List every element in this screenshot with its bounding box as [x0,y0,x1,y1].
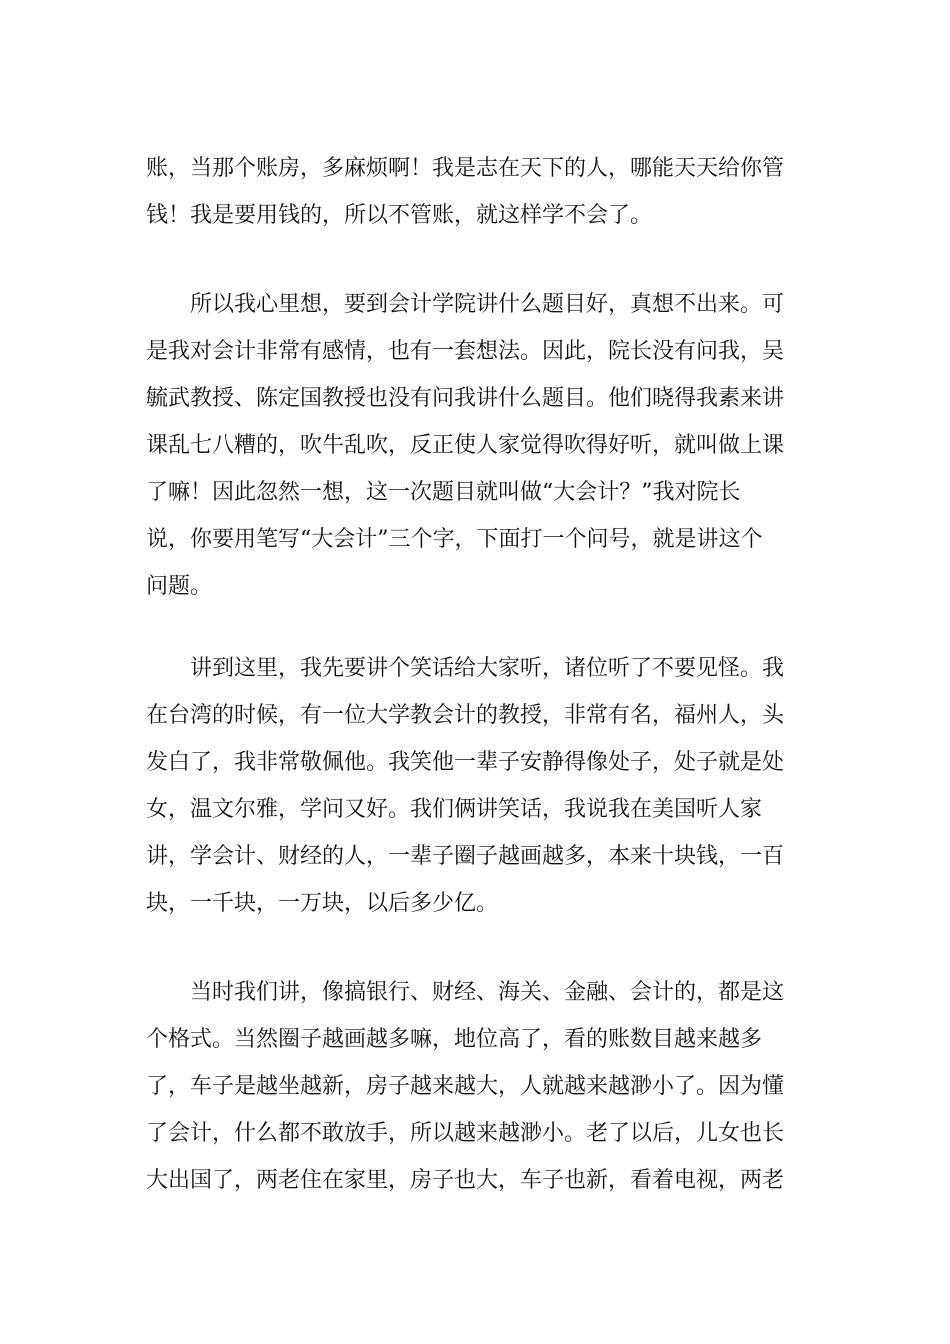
text-line: 在台湾的时候，有一位大学教会计的教授，非常有名，福州人，头 [146,703,785,728]
text-line: 了会计，什么都不敢放手，所以越来越渺小。老了以后，儿女也长 [146,1121,785,1146]
text-line: 了嘛！因此忽然一想，这一次题目就叫做“大会计？”我对院长 [146,480,741,505]
text-line: 讲，学会计、财经的人，一辈子圈子越画越多，本来十块钱，一百 [146,844,785,869]
paragraph-1 [146,145,806,239]
text-line: 女，温文尔雅，学问又好。我们俩讲笑话，我说我在美国听人家 [146,797,763,822]
text-line: 发白了，我非常敬佩他。我笑他一辈子安静得像处子，处子就是处 [146,750,785,775]
text-line: 个格式。当然圈子越画越多嘛，地位高了，看的账数目越来越多 [146,1027,763,1052]
text-line: 当时我们讲，像搞银行、财经、海关、金融、会计的，都是这 [190,980,785,1005]
text-line: 账，当那个账房，多麻烦啊！我是志在天下的人，哪能天天给你管 [146,156,785,181]
paragraph-2 [146,281,806,610]
text-line: 钱！我是要用钱的，所以不管账，就这样学不会了。 [146,203,653,228]
text-line: 课乱七八糟的，吹牛乱吹，反正使人家觉得吹得好听，就叫做上课 [146,433,785,458]
text-line: 问题。 [146,574,213,599]
text-line: 块，一千块，一万块，以后多少亿。 [146,891,499,916]
text-line: 了，车子是越坐越新，房子越来越大，人就越来越渺小了。因为懂 [146,1074,785,1099]
paragraph-4 [146,969,806,1204]
text-line: 说，你要用笔写“大会计”三个字，下面打一个问号，就是讲这个 [146,527,763,552]
paragraph-3 [146,645,806,927]
text-line: 所以我心里想，要到会计学院讲什么题目好，真想不出来。可 [190,292,785,317]
text-line: 毓武教授、陈定国教授也没有问我讲什么题目。他们晓得我素来讲 [146,386,785,411]
text-line: 讲到这里，我先要讲个笑话给大家听，诸位听了不要见怪。我 [190,656,785,681]
text-line: 是我对会计非常有感情，也有一套想法。因此，院长没有问我，吴 [146,339,785,364]
text-line: 大出国了，两老住在家里，房子也大，车子也新，看着电视，两老 [146,1168,785,1193]
